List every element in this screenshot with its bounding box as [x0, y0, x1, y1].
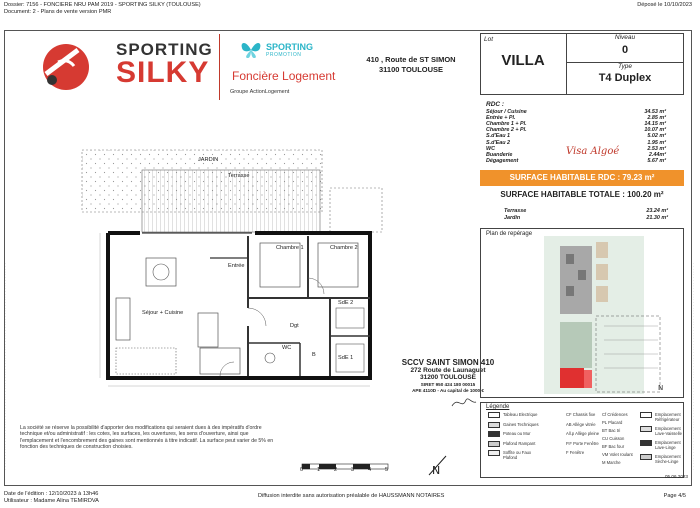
watermark-right: . . . . . . . . . . . . . . . . . . . . . . . . . . . . . . . . . . . . . . . . . . . . . . . . . . . . . . . . . . . . . . . . . . . . . . . . . . .: [690, 263, 696, 470]
reperage-map: [540, 236, 680, 396]
label-sejour: Séjour + Cuisine: [142, 310, 184, 316]
signature-visa: Visa Algoé: [566, 146, 620, 157]
north-arrow-icon: [426, 452, 452, 478]
legend-item: BT Bac tri: [602, 428, 621, 433]
deposit-date: Déposé le 10/10/2023: [637, 2, 692, 8]
legend-swatch: [488, 431, 500, 437]
legend-item: CF Chassis fixe: [566, 412, 596, 417]
room-value: 10.07 m²: [644, 127, 666, 134]
label-sde1: SdE 1: [338, 355, 354, 361]
label-chambre1: Chambre 1: [276, 245, 304, 251]
legend-item: F Fenêtre: [566, 450, 585, 455]
legend-swatch: [488, 441, 500, 447]
room-row: [486, 115, 666, 121]
legend-swatch: [640, 454, 652, 460]
sccv-line3: SIRET 950 424 180 00015: [420, 381, 476, 387]
legend-swatch: [640, 412, 652, 418]
fonciere-sub: Groupe ActionLogement: [230, 89, 290, 95]
legend-item: Cf Crédences: [602, 412, 628, 417]
room-value: 2.85 m²: [647, 115, 666, 122]
watermark-left: . . . . . . . . . . . . . . . . . . . . . . . . . . . . . . . . . . . . . . . . . . . . . . . . . . . . . . . . . . . . . . . . . . . . . . . . . . .: [2, 263, 8, 470]
legend-swatch: [488, 450, 500, 456]
niveau-label: Niveau: [614, 34, 636, 41]
room-row: [486, 127, 666, 133]
room-name: Entrée + Pl.: [486, 115, 516, 122]
promo-line1: SPORTING: [266, 42, 314, 52]
legend-item: Plafond Rampant: [503, 440, 536, 446]
room-name: S.d'Eau 2: [486, 139, 511, 146]
room-row: [486, 133, 666, 139]
svg-text:N: N: [432, 464, 441, 477]
logo-divider: [219, 34, 220, 100]
legend-item: Gaines Techniques: [503, 421, 539, 427]
address-line2: 31100 TOULOUSE: [378, 65, 444, 74]
surface-habitable-totale: SURFACE HABITABLE TOTALE : 100.20 m²: [500, 190, 664, 199]
sccv-line1: 272 Route de Launaguet: [410, 367, 486, 374]
room-row: [486, 140, 666, 146]
legend-item: All.p Allège pleine: [566, 431, 600, 436]
legend-item: PL Placard: [602, 420, 623, 425]
type-value: T4 Duplex: [598, 72, 652, 84]
sccv-line2: 31200 TOULOUSE: [420, 374, 476, 382]
jardin-row: [504, 215, 668, 221]
label-sde2: SdE 2: [338, 300, 354, 306]
promo-line2: PROMOTION: [266, 52, 302, 58]
dossier-text: Dossier: 7156 - FONCIERE NRU PAM 2019 - SPORTING SILKY (TOULOUSE): [4, 2, 201, 8]
scale-tick: 2: [334, 467, 338, 473]
terrasse-row: [504, 208, 668, 214]
rdc-title: RDC :: [486, 101, 505, 108]
legend-date: 05.06.2023: [665, 474, 688, 479]
room-value: 14.15 m²: [644, 121, 666, 128]
legend-item: CU Cuisson: [602, 436, 625, 441]
room-row: [486, 109, 666, 115]
label-entree: Entrée: [228, 263, 245, 269]
legend-swatch: [640, 426, 652, 432]
sporting-silky-logo: [38, 38, 218, 96]
legend-swatch: [488, 412, 500, 418]
partner-logos: [230, 40, 350, 98]
header-info: [4, 2, 201, 16]
label-b: B: [312, 352, 316, 358]
footer-left: [4, 491, 99, 505]
jardin-value: 21.30 m²: [646, 215, 668, 221]
svg-text:N: N: [658, 384, 664, 392]
butterfly-icon: [240, 40, 262, 60]
legend-item: AB Allège vitrée: [566, 421, 596, 427]
legend-item: Emplacement Lave-Vaisselle: [655, 426, 682, 436]
footer-notice: Diffusion interdite sans autorisation préalable de HAUSSMANN NOTAIRES: [258, 493, 445, 499]
room-name: Buanderie: [486, 151, 513, 158]
room-name: WC: [486, 145, 495, 152]
lot-value: VILLA: [501, 52, 545, 69]
scale-tick: 1: [317, 467, 321, 473]
signature-mark: [450, 396, 478, 410]
room-name: Dégagement: [486, 157, 519, 164]
legend-item: M Marche: [602, 460, 621, 465]
legend-swatch: [488, 422, 500, 428]
room-value: 2.53 m²: [647, 145, 666, 152]
logo-line2: SILKY: [116, 56, 210, 89]
legend-item: Emplacement Sèche-Linge: [655, 454, 681, 464]
label-jardin: JARDIN: [198, 157, 219, 163]
room-row: [486, 158, 666, 164]
footer-page: Page 4/5: [663, 493, 686, 499]
disclaimer-text: La société se réserve la possibilité d'apporter des modifications qui seraient dues à des impératifs d'ordre technique et/ou administratif : les cotes, les surfaces, les ouvertures, les sens d'ouverture, ainsi que l'emplacement et l'encombrement des gaines sont mentionnés à titre indicatif. La surface peut varier de 5% en fonction des techniques de construction choisies.: [20, 425, 274, 450]
room-name: S.d'Eau 1: [486, 133, 511, 140]
scale-tick: 3: [351, 467, 355, 473]
surface-habitable-rdc: SURFACE HABITABLE RDC : 79.23 m²: [480, 170, 684, 186]
room-value: 5.02 m²: [647, 133, 666, 140]
sccv-line4: APE 4110D - Au capital de 1000 €: [412, 387, 484, 393]
legend-item: Emplacement Lave-Linge: [655, 440, 681, 450]
legend-item: Tableau Electrique: [503, 412, 538, 417]
legend-swatch: [640, 440, 652, 446]
room-value: 5.67 m²: [647, 157, 666, 164]
legend-item: BF Bac four: [602, 444, 625, 449]
address-line1: 410 , Route de ST SIMON: [366, 55, 456, 64]
legend-title: Légende: [486, 404, 510, 410]
type-label: Type: [618, 63, 632, 70]
document-text: Document: 2 - Plans de vente version PMR: [4, 9, 112, 15]
room-name: Séjour / Cuisine: [486, 109, 527, 115]
scale-tick: 5: [385, 467, 389, 473]
room-name: Chambre 2 + Pl.: [486, 127, 527, 134]
label-dgt: Dgt: [290, 323, 299, 329]
room-value: 34.53 m²: [644, 109, 666, 115]
label-wc: WC: [282, 345, 292, 351]
footer-edition: Date de l'édition : 12/10/2023 à 13h46: [4, 491, 99, 497]
legend-item: Emplacement Réfrigérateur: [655, 412, 681, 422]
legend-item: Poteau ou Mur: [503, 431, 531, 436]
sccv-title: SCCV SAINT SIMON 410: [401, 358, 495, 367]
room-row: [486, 121, 666, 127]
logo-line1: SPORTING: [116, 40, 213, 59]
legend-item: VM Volet roulant: [602, 452, 633, 457]
reperage-title: Plan de repérage: [486, 231, 533, 237]
scale-bar: [300, 458, 390, 476]
room-value: 2.44m²: [648, 151, 666, 158]
scale-tick: 0: [300, 467, 304, 473]
label-chambre2: Chambre 2: [330, 245, 358, 251]
label-terrasse: Terrasse: [228, 173, 250, 179]
lot-label: Lot: [484, 36, 494, 43]
terrasse-value: 23.24 m²: [646, 208, 668, 214]
legend-item: Soffite ou Faux Plafond: [503, 450, 532, 460]
footer-user: Utilisateur : Madame Alina TEMIRDVA: [4, 498, 99, 504]
scale-tick: 4: [368, 467, 372, 473]
floor-plan: [80, 148, 390, 398]
legend-item: P.F Porte Fenêtre: [566, 440, 599, 446]
terrasse-label: Terrasse: [504, 208, 527, 214]
room-name: Chambre 1 + Pl.: [486, 121, 527, 128]
niveau-value: 0: [621, 44, 629, 56]
room-value: 1.95 m²: [647, 139, 666, 146]
fonciere-name: Foncière Logement: [232, 69, 336, 83]
jardin-label: Jardin: [504, 215, 521, 221]
address: [356, 55, 466, 75]
